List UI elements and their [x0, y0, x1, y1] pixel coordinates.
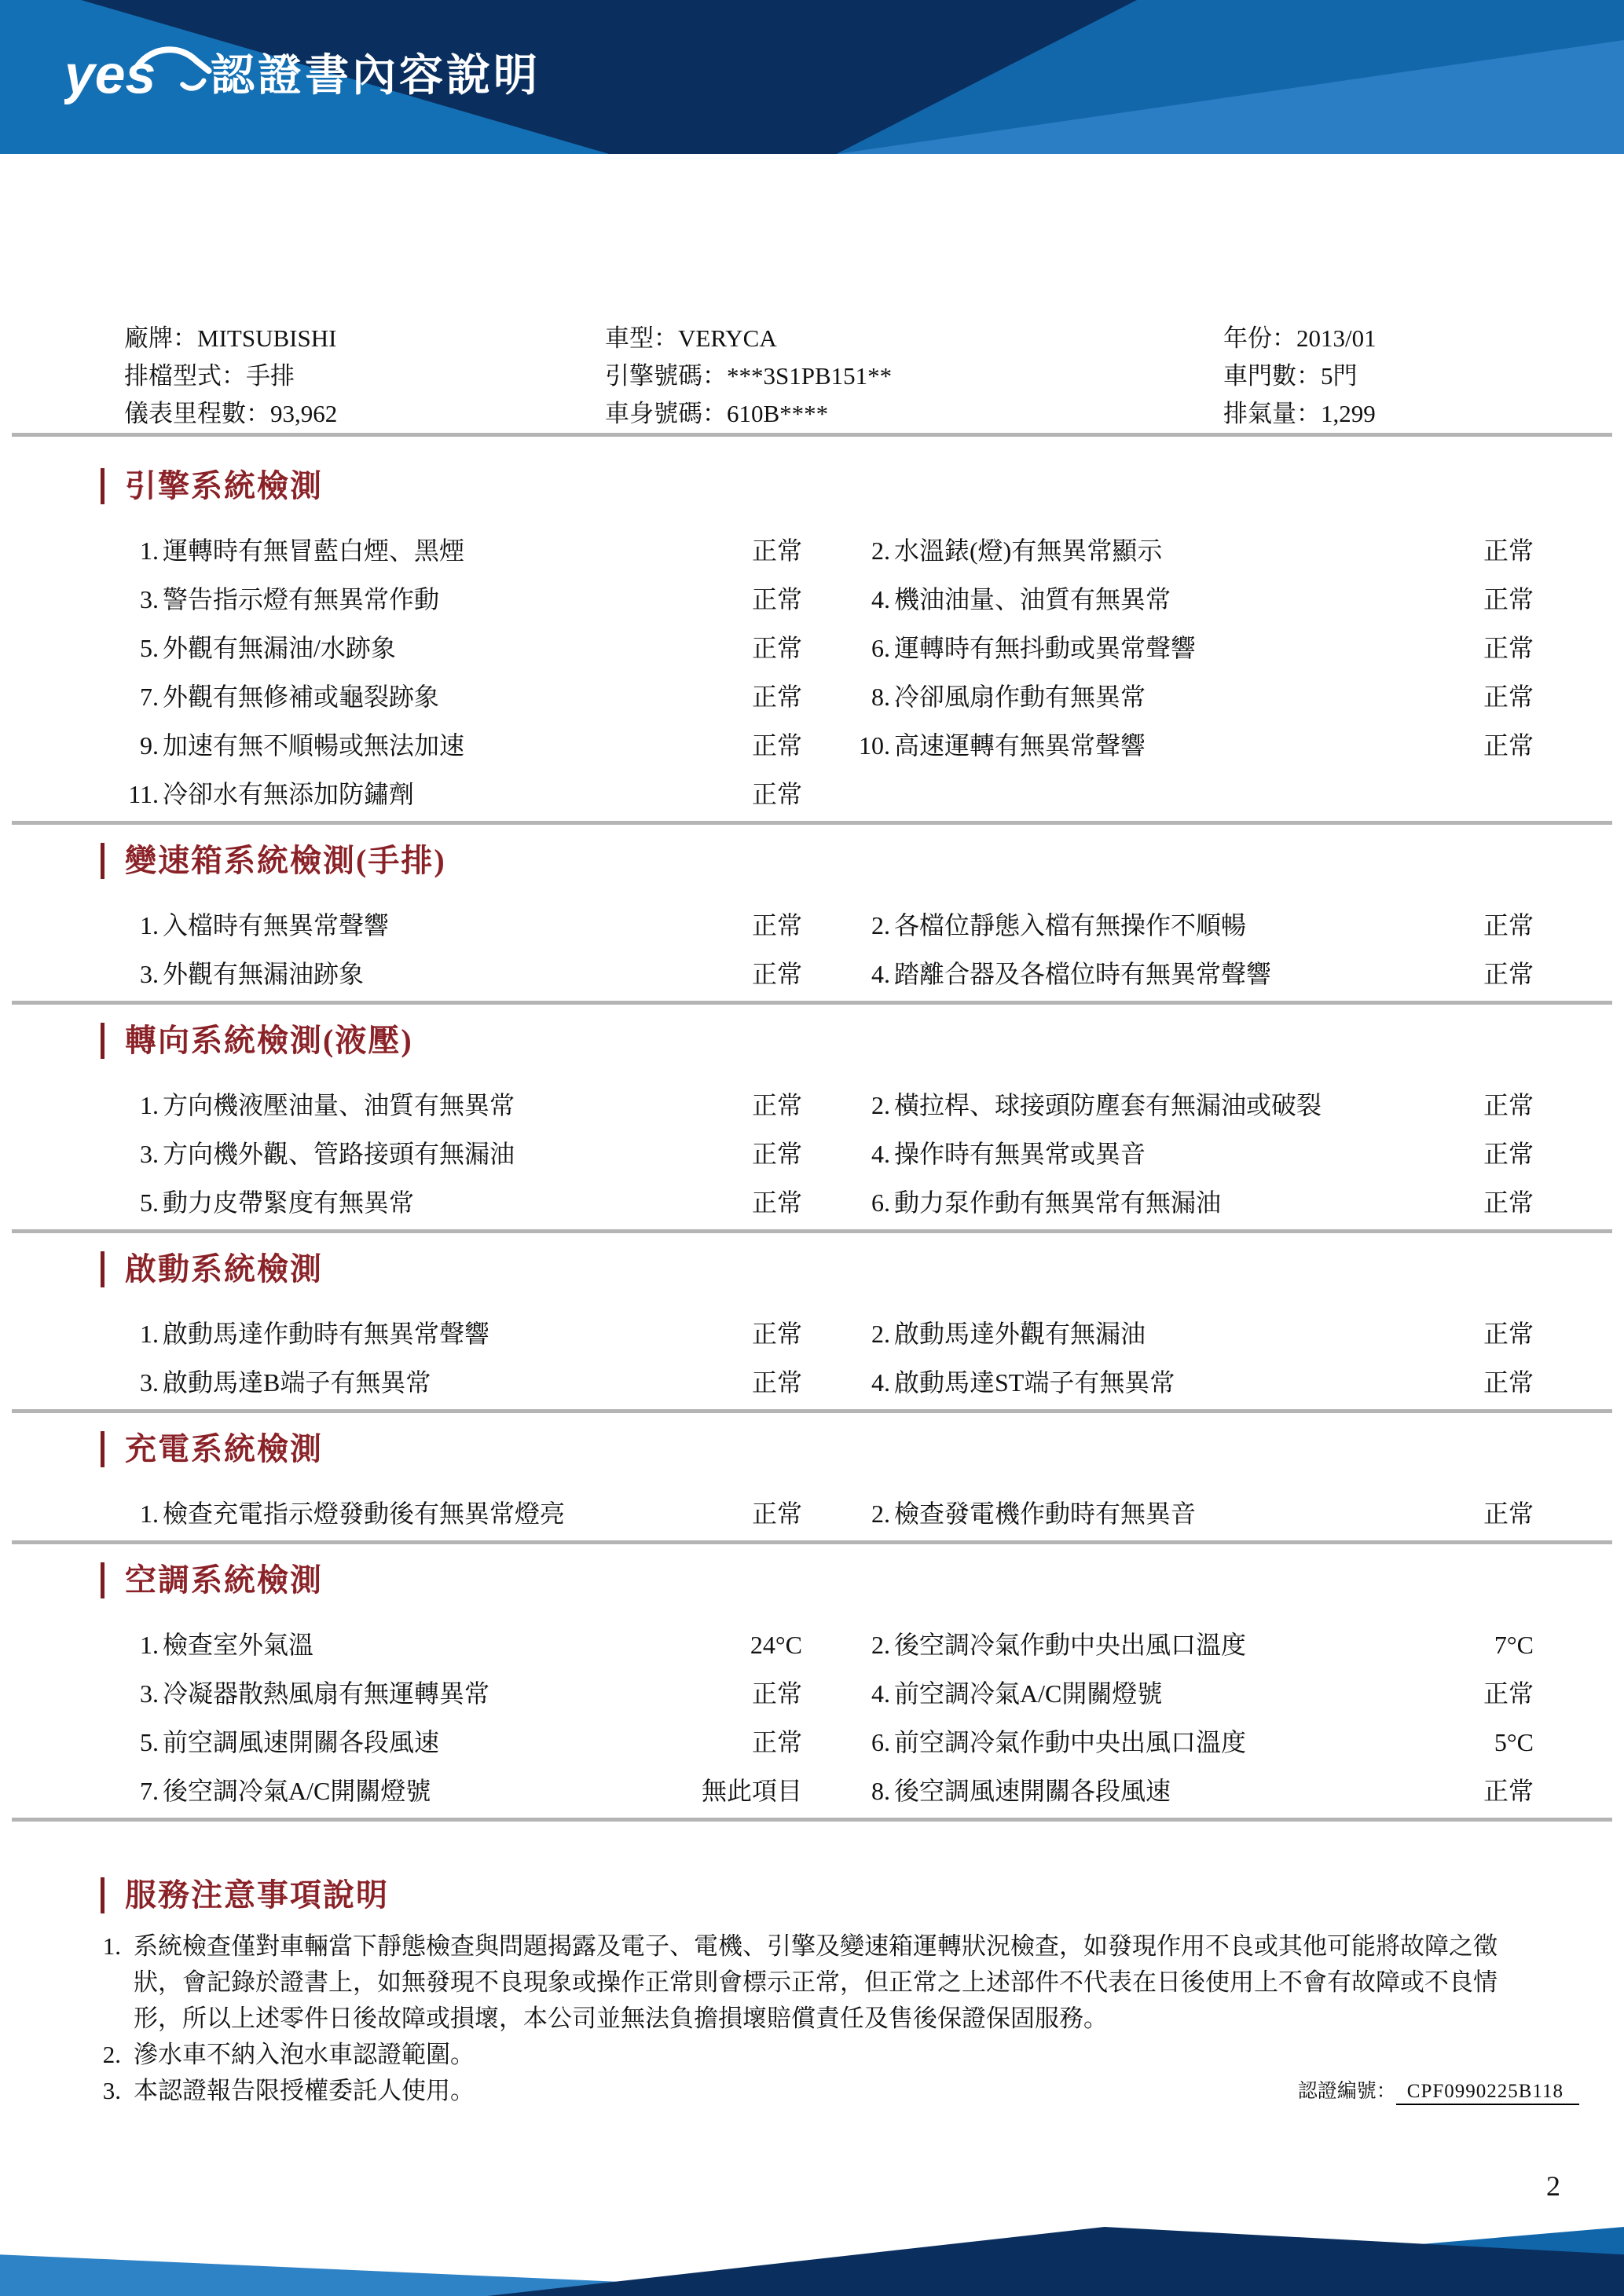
check-item-number: 7. [140, 683, 159, 711]
check-item [849, 1629, 1534, 1661]
check-item-label: 後空調風速開關各段風速 [894, 1777, 1171, 1805]
check-item-number: 3. [140, 1679, 159, 1708]
check-item-number: 1. [140, 1500, 159, 1528]
check-section [0, 1562, 1624, 1822]
page-title: 認證書內容說明 [211, 50, 541, 100]
check-item-status: 正常 [751, 1188, 802, 1217]
check-item-status: 5°C [1494, 1728, 1534, 1756]
check-item-status: 正常 [751, 1320, 802, 1348]
check-item [118, 778, 802, 810]
vehicle-info-field: 排檔型式：手排 [124, 362, 295, 390]
check-item-label: 入檔時有無異常聲響 [163, 911, 390, 939]
check-item-number: 3. [140, 585, 159, 613]
section-items-grid [118, 535, 1534, 810]
check-item-label: 檢查發電機作動時有無異音 [894, 1500, 1197, 1528]
vehicle-info-field: 車型：VERYCA [605, 324, 777, 352]
check-item [849, 584, 1534, 615]
check-item [849, 1498, 1534, 1529]
note-number: 3. [102, 2077, 121, 2104]
check-item-label: 啟動馬達外觀有無漏油 [894, 1320, 1146, 1348]
check-item-label: 前空調冷氣A/C開關燈號 [894, 1679, 1163, 1708]
check-item-status: 正常 [751, 585, 802, 613]
check-section [0, 1022, 1624, 1233]
note-text: 本認證報告限授權委託人使用。 [134, 2077, 475, 2104]
section-title: 變速箱系統檢測(手排) [125, 843, 446, 878]
check-item-label: 啟動馬達B端子有無異常 [163, 1368, 431, 1397]
divider [12, 821, 1612, 825]
section-title-bar [101, 468, 104, 504]
section-title: 空調系統檢測 [125, 1562, 323, 1598]
check-item-number: 1. [140, 1320, 159, 1348]
check-item-label: 冷凝器散熱風扇有無運轉異常 [163, 1679, 490, 1708]
check-item-label: 水溫錶(燈)有無異常顯示 [894, 536, 1163, 565]
vehicle-info-grid [124, 320, 1612, 433]
check-item-label: 踏離合器及各檔位時有無異常聲響 [894, 960, 1272, 988]
divider [12, 1818, 1612, 1822]
yes-logo [64, 35, 214, 113]
car-outline-icon [64, 35, 214, 113]
logo-text: yes [64, 43, 156, 105]
check-item-status: 正常 [751, 911, 802, 939]
note-number: 2. [102, 2041, 121, 2068]
check-item [849, 1089, 1534, 1121]
check-item-number: 4. [871, 960, 890, 988]
check-item-number: 4. [871, 585, 890, 613]
check-item-number: 6. [871, 634, 890, 662]
check-item-label: 操作時有無異常或異音 [894, 1140, 1146, 1168]
check-item-status: 正常 [751, 1091, 802, 1119]
check-item-status: 正常 [1483, 731, 1534, 760]
check-item [118, 1727, 802, 1758]
check-item-status: 正常 [751, 1368, 802, 1397]
vehicle-info-field: 車門數：5門 [1223, 362, 1358, 390]
check-section [0, 467, 1624, 825]
check-item-status: 正常 [1483, 960, 1534, 988]
check-item-label: 運轉時有無抖動或異常聲響 [894, 634, 1197, 662]
section-title-row [101, 1430, 1624, 1468]
check-item [118, 535, 802, 566]
check-item [118, 1629, 802, 1661]
note-text: 系統檢查僅對車輛當下靜態檢查與問題揭露及電子、電機、引擎及變速箱運轉狀況檢查，如發現作用不良或其他可能將故障之徵狀，會記錄於證書上，如無發現不良現象或操作正常則會標示正常，但正常之上述部件不代表在日後使用上不會有故障或不良情形，所以上述零件日後故障或損壞，本公司並無法負擔損壞賠償責任及售後保證保固服務。 [134, 1932, 1498, 2032]
check-item-label: 警告指示燈有無異常作動 [163, 585, 440, 613]
check-item-number: 3. [140, 960, 159, 988]
check-item-label: 冷卻水有無添加防鏽劑 [163, 780, 415, 808]
cert-label: 認證編號： [1297, 2081, 1396, 2102]
check-item-label: 外觀有無漏油/水跡象 [163, 634, 396, 662]
check-item-status: 正常 [751, 1140, 802, 1168]
section-items-grid [118, 910, 1534, 990]
check-item-status: 無此項目 [701, 1777, 802, 1805]
section-title-bar [101, 1251, 104, 1287]
check-item [118, 1318, 802, 1349]
check-item-label: 啟動馬達作動時有無異常聲響 [163, 1320, 490, 1348]
divider [12, 1001, 1612, 1005]
section-items-grid [118, 1318, 1534, 1398]
check-item-label: 後空調冷氣A/C開關燈號 [163, 1777, 431, 1805]
check-item-status: 正常 [1483, 1679, 1534, 1708]
check-item-number: 6. [871, 1188, 890, 1217]
check-item-status: 正常 [751, 683, 802, 711]
check-item [849, 681, 1534, 712]
check-item [849, 535, 1534, 566]
check-item-status: 正常 [1483, 585, 1534, 613]
page-number: 2 [1546, 2170, 1560, 2202]
check-item-status: 正常 [1483, 1188, 1534, 1217]
check-item [118, 1498, 802, 1529]
footer-banner [0, 2227, 1624, 2296]
vehicle-info-column [124, 320, 605, 433]
check-item-label: 檢查充電指示燈發動後有無異常燈亮 [163, 1500, 566, 1528]
check-item [118, 632, 802, 664]
check-item [118, 1187, 802, 1218]
check-item-number: 3. [140, 1368, 159, 1397]
check-item-label: 加速有無不順暢或無法加速 [163, 731, 465, 760]
notes-section [0, 1877, 1624, 2109]
cert-number: CPF0990225B118 [1396, 2081, 1579, 2105]
section-title-row [101, 1562, 1624, 1599]
check-section [0, 1251, 1624, 1413]
section-title-bar [101, 1562, 104, 1598]
section-title: 啟動系統檢測 [125, 1251, 323, 1287]
check-item-status: 正常 [1483, 911, 1534, 939]
note-item [85, 2037, 1612, 2073]
vehicle-info-field: 排氣量：1,299 [1223, 400, 1376, 427]
check-item-label: 前空調風速開關各段風速 [163, 1728, 440, 1756]
section-title: 轉向系統檢測(液壓) [125, 1023, 413, 1058]
check-item-status: 正常 [1483, 1500, 1534, 1528]
check-item-status: 正常 [751, 731, 802, 760]
check-item [118, 584, 802, 615]
check-item-number: 9. [140, 731, 159, 760]
check-item-label: 高速運轉有無異常聲響 [894, 731, 1146, 760]
check-item-status: 正常 [1483, 1777, 1534, 1805]
check-item [849, 1138, 1534, 1170]
section-title: 充電系統檢測 [125, 1431, 323, 1467]
check-item-label: 啟動馬達ST端子有無異常 [894, 1368, 1175, 1397]
divider [12, 1409, 1612, 1413]
check-item-number: 4. [871, 1679, 890, 1708]
divider [12, 1540, 1612, 1544]
check-item-number: 5. [140, 1728, 159, 1756]
check-item [118, 1089, 802, 1121]
check-item-number: 4. [871, 1140, 890, 1168]
check-item-number: 11. [128, 780, 159, 808]
vehicle-info-field: 廠牌：MITSUBISHI [124, 324, 337, 352]
check-item [118, 910, 802, 941]
check-item-number: 3. [140, 1140, 159, 1168]
check-item [849, 632, 1534, 664]
section-items-grid [118, 1498, 1534, 1529]
check-item-number: 8. [871, 1777, 890, 1805]
check-item-number: 2. [871, 911, 890, 939]
check-item [849, 1727, 1534, 1758]
check-item-status: 正常 [1483, 634, 1534, 662]
check-item [849, 1318, 1534, 1349]
check-item-number: 4. [871, 1368, 890, 1397]
check-item [849, 958, 1534, 990]
check-item-label: 橫拉桿、球接頭防塵套有無漏油或破裂 [894, 1091, 1322, 1119]
check-item-status: 正常 [751, 1500, 802, 1528]
vehicle-info-column [605, 320, 1223, 433]
check-item-number: 6. [871, 1728, 890, 1756]
divider [12, 433, 1612, 437]
section-title-row [101, 1022, 1624, 1060]
notes-section-title: 服務注意事項說明 [125, 1877, 389, 1913]
check-item-label: 動力泵作動有無異常有無漏油 [894, 1188, 1222, 1217]
check-item-number: 5. [140, 634, 159, 662]
section-title-bar [101, 843, 104, 879]
check-item [118, 1678, 802, 1709]
check-item-status: 正常 [1483, 1320, 1534, 1348]
vehicle-info-field: 年份：2013/01 [1223, 324, 1377, 352]
check-item [849, 1367, 1534, 1398]
check-item [849, 1775, 1534, 1807]
vehicle-info-field: 儀表里程數：93,962 [124, 400, 338, 427]
check-item-number: 1. [140, 1631, 159, 1659]
check-item-number: 2. [871, 1631, 890, 1659]
check-item-number: 2. [871, 1500, 890, 1528]
check-item-status: 正常 [1483, 536, 1534, 565]
section-title-bar [101, 1431, 104, 1467]
check-item-label: 後空調冷氣作動中央出風口溫度 [894, 1631, 1247, 1659]
check-item [118, 1367, 802, 1398]
check-item-label: 動力皮帶緊度有無異常 [163, 1188, 415, 1217]
check-item-status: 正常 [1483, 1368, 1534, 1397]
check-item-number: 5. [140, 1188, 159, 1217]
check-item [118, 681, 802, 712]
check-item-number: 1. [140, 1091, 159, 1119]
check-item-label: 外觀有無漏油跡象 [163, 960, 365, 988]
check-item-status: 7°C [1494, 1631, 1534, 1659]
section-items-grid [118, 1629, 1534, 1807]
check-item-number: 2. [871, 1320, 890, 1348]
check-item-label: 方向機液壓油量、油質有無異常 [163, 1091, 515, 1119]
check-item-status: 正常 [751, 780, 802, 808]
section-title-row [101, 842, 1624, 880]
check-item-number: 7. [140, 1777, 159, 1805]
vehicle-info-field: 引擎號碼：***3S1PB151** [605, 362, 893, 390]
check-item-number: 2. [871, 1091, 890, 1119]
check-item [849, 1187, 1534, 1218]
note-text: 滲水車不納入泡水車認證範圍。 [134, 2041, 475, 2068]
section-items-grid [118, 1089, 1534, 1218]
check-item-label: 外觀有無修補或龜裂跡象 [163, 683, 440, 711]
check-item-status: 正常 [1483, 683, 1534, 711]
check-item-status: 正常 [1483, 1140, 1534, 1168]
check-item [849, 1678, 1534, 1709]
section-title-bar [101, 1023, 104, 1059]
section-title: 引擎系統檢測 [125, 468, 323, 504]
check-item-label: 機油油量、油質有無異常 [894, 585, 1171, 613]
cert-number-line [1298, 2075, 1579, 2104]
check-item-status: 正常 [1483, 1091, 1534, 1119]
check-item [849, 730, 1534, 761]
check-section [0, 1430, 1624, 1544]
check-item-label: 各檔位靜態入檔有無操作不順暢 [894, 911, 1247, 939]
check-section [0, 842, 1624, 1005]
check-item-label: 冷卻風扇作動有無異常 [894, 683, 1146, 711]
check-item-label: 方向機外觀、管路接頭有無漏油 [163, 1140, 515, 1168]
section-title-row [101, 467, 1624, 505]
section-title-row [101, 1251, 1624, 1288]
check-item [118, 1138, 802, 1170]
check-item-status: 正常 [751, 634, 802, 662]
vehicle-info-field: 車身號碼：610B**** [605, 400, 829, 427]
divider [12, 1229, 1612, 1233]
check-item-label: 檢查室外氣溫 [163, 1631, 314, 1659]
check-item-number: 8. [871, 683, 890, 711]
check-item-label: 運轉時有無冒藍白煙、黑煙 [163, 536, 465, 565]
note-item [85, 1928, 1612, 2037]
check-item-number: 2. [871, 536, 890, 565]
check-item [118, 1775, 802, 1807]
check-item-label: 前空調冷氣作動中央出風口溫度 [894, 1728, 1247, 1756]
check-item-number: 1. [140, 536, 159, 565]
check-item-status: 正常 [751, 1679, 802, 1708]
check-item-status: 正常 [751, 1728, 802, 1756]
check-item [118, 958, 802, 990]
notes-title-row [101, 1877, 1624, 1914]
check-item-number: 1. [140, 911, 159, 939]
check-item-status: 正常 [751, 536, 802, 565]
section-title-bar [101, 1877, 104, 1913]
check-item-status: 正常 [751, 960, 802, 988]
check-item [849, 910, 1534, 941]
sections [0, 467, 1624, 1822]
header-banner [0, 0, 1624, 154]
check-item-number: 10. [859, 731, 890, 760]
check-item-status: 24°C [750, 1631, 802, 1659]
vehicle-info-column [1223, 320, 1612, 433]
note-number: 1. [102, 1932, 121, 1960]
check-item [118, 730, 802, 761]
